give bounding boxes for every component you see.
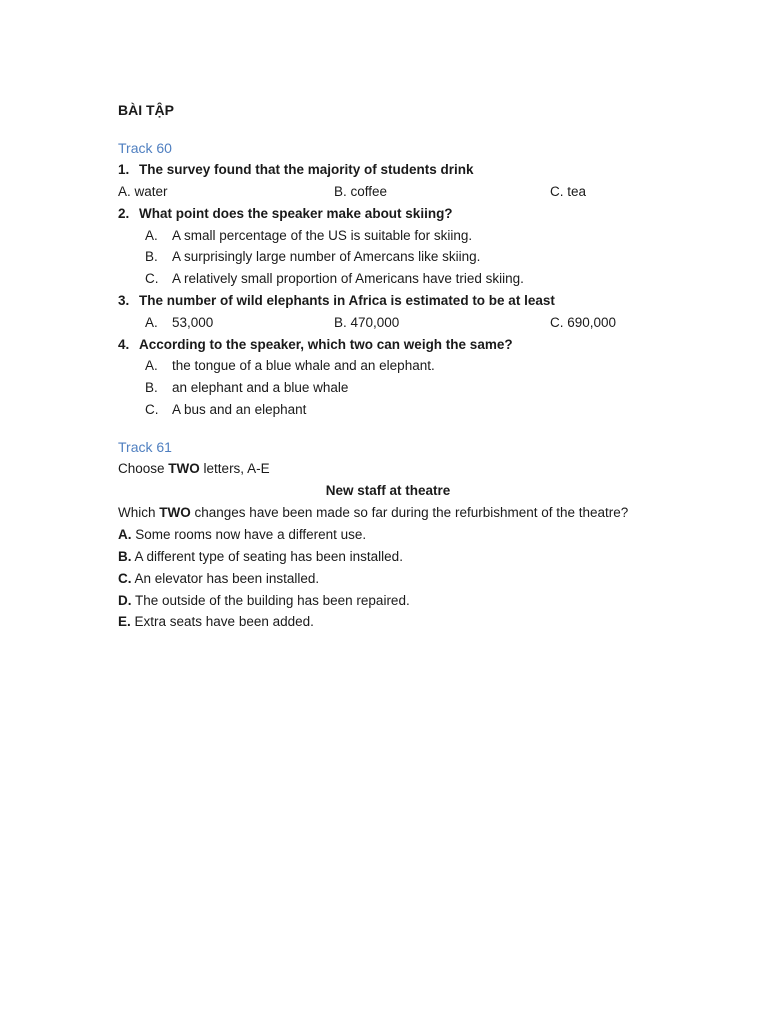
question-text: What point does the speaker make about skiing? xyxy=(139,206,453,221)
q2-option-a: A. A small percentage of the US is suitable for skiing. xyxy=(145,228,473,243)
q2-option-b: B. A surprisingly large number of Amercans like skiing. xyxy=(145,249,481,264)
option-a: A. Some rooms now have a different use. xyxy=(118,527,367,542)
question-text: The survey found that the majority of students drink xyxy=(139,162,474,177)
q1-option-b: B. coffee xyxy=(334,184,388,199)
q1-option-a: A. water xyxy=(118,184,168,199)
question-2 xyxy=(118,206,453,221)
q4-option-b: B. an elephant and a blue whale xyxy=(145,380,349,395)
option-c: C. An elevator has been installed. xyxy=(118,571,320,586)
q3-option-b: B. 470,000 xyxy=(334,315,400,330)
q4-option-c: C. A bus and an elephant xyxy=(145,402,307,417)
instruction: Choose TWO letters, A-E xyxy=(118,461,270,476)
q1-option-c: C. tea xyxy=(550,184,587,199)
question-text: According to the speaker, which two can weigh the same? xyxy=(139,337,513,352)
option-d: D. The outside of the building has been repaired. xyxy=(118,593,410,608)
question-main: Which TWO changes have been made so far during the refurbishment of the theatre? xyxy=(118,505,629,520)
track-60-heading: Track 60 xyxy=(118,140,172,156)
track-61-heading: Track 61 xyxy=(118,439,172,455)
q4-option-a: A. the tongue of a blue whale and an elephant. xyxy=(145,358,435,373)
question-number: 3. xyxy=(118,293,130,308)
section-heading: New staff at theatre xyxy=(325,483,451,498)
question-number: 2. xyxy=(118,206,130,221)
q3-option-a: A. 53,000 xyxy=(145,315,214,330)
question-3 xyxy=(118,293,555,308)
question-number: 4. xyxy=(118,337,130,352)
option-b: B. A different type of seating has been installed. xyxy=(118,549,403,564)
question-1 xyxy=(118,162,474,177)
question-4 xyxy=(118,337,513,352)
q2-option-c: C. A relatively small proportion of Americans have tried skiing. xyxy=(145,271,524,286)
option-e: E. Extra seats have been added. xyxy=(118,614,314,629)
question-number: 1. xyxy=(118,162,130,177)
q3-option-c: C. 690,000 xyxy=(550,315,617,330)
question-text: The number of wild elephants in Africa is estimated to be at least xyxy=(139,293,555,308)
page-title: BÀI TẬP xyxy=(118,102,174,118)
